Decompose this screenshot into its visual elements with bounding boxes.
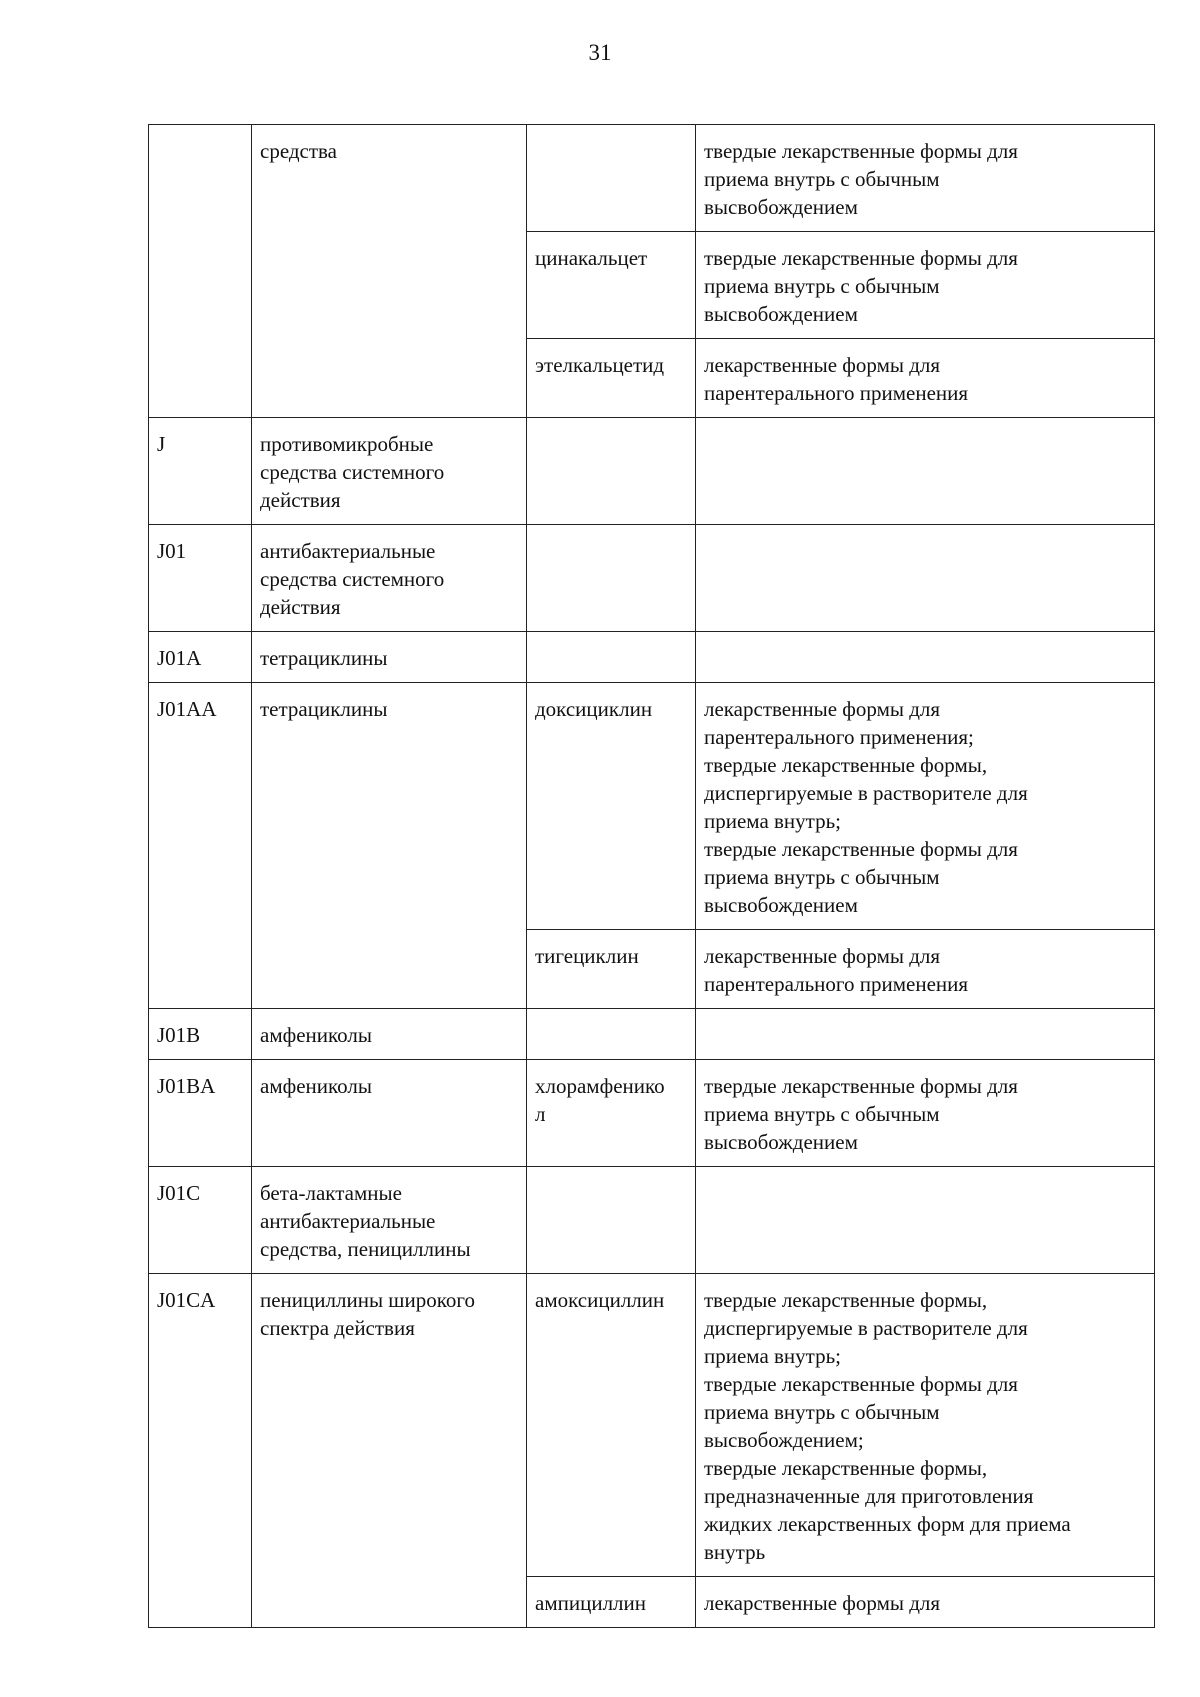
table-row (149, 632, 1155, 683)
table-row (149, 1167, 1155, 1274)
drug-name-cell: этелкальцетид (527, 339, 696, 418)
dosage-form-cell (696, 418, 1155, 525)
drug-name-cell: амоксициллин (527, 1274, 696, 1577)
pharmacological-group-cell: пенициллины широкого спектра действия (252, 1274, 527, 1628)
table-row (149, 683, 1155, 930)
drug-name-cell: ампициллин (527, 1577, 696, 1628)
dosage-form-cell (696, 632, 1155, 683)
pharmacological-group-cell: бета-лактамные антибактериальные средства, пенициллины (252, 1167, 527, 1274)
atc-code-cell: J01A (149, 632, 252, 683)
atc-code-cell: J01BA (149, 1060, 252, 1167)
drug-name-cell (527, 1167, 696, 1274)
dosage-form-cell (696, 525, 1155, 632)
drug-name-cell: хлорамфенико л (527, 1060, 696, 1167)
table-row (149, 418, 1155, 525)
dosage-form-cell: твердые лекарственные формы, диспергируемые в растворителе для приема внутрь; твердые лекарственные формы для приема внутрь с обычным высвобождением; твердые лекарственные формы, предназначенные для приготовления жидких лекарственных форм для приема внутрь (696, 1274, 1155, 1577)
pharmacological-group-cell: противомикробные средства системного действия (252, 418, 527, 525)
pharmacological-group-cell: тетрациклины (252, 632, 527, 683)
dosage-form-cell: лекарственные формы для парентерального применения (696, 339, 1155, 418)
table-row (149, 525, 1155, 632)
atc-code-cell: J01AA (149, 683, 252, 1009)
drug-list-table (148, 124, 1155, 1628)
dosage-form-cell: твердые лекарственные формы для приема внутрь с обычным высвобождением (696, 125, 1155, 232)
table-row (149, 1009, 1155, 1060)
pharmacological-group-cell: тетрациклины (252, 683, 527, 1009)
atc-code-cell (149, 125, 252, 418)
atc-code-cell: J (149, 418, 252, 525)
atc-code-cell: J01CA (149, 1274, 252, 1628)
drug-name-cell: тигециклин (527, 930, 696, 1009)
drug-name-cell (527, 1009, 696, 1060)
drug-name-cell: цинакальцет (527, 232, 696, 339)
dosage-form-cell: лекарственные формы для парентерального применения; твердые лекарственные формы, диспергируемые в растворителе для приема внутрь; твердые лекарственные формы для приема внутрь с обычным высвобождением (696, 683, 1155, 930)
pharmacological-group-cell: средства (252, 125, 527, 418)
dosage-form-cell (696, 1167, 1155, 1274)
dosage-form-cell: лекарственные формы для парентерального применения (696, 930, 1155, 1009)
drug-name-cell (527, 632, 696, 683)
dosage-form-cell (696, 1009, 1155, 1060)
atc-code-cell: J01B (149, 1009, 252, 1060)
dosage-form-cell: лекарственные формы для (696, 1577, 1155, 1628)
pharmacological-group-cell: антибактериальные средства системного действия (252, 525, 527, 632)
dosage-form-cell: твердые лекарственные формы для приема внутрь с обычным высвобождением (696, 232, 1155, 339)
pharmacological-group-cell: амфениколы (252, 1060, 527, 1167)
drug-name-cell (527, 418, 696, 525)
atc-code-cell: J01 (149, 525, 252, 632)
drug-name-cell: доксициклин (527, 683, 696, 930)
table-row (149, 1060, 1155, 1167)
drug-name-cell (527, 125, 696, 232)
dosage-form-cell: твердые лекарственные формы для приема внутрь с обычным высвобождением (696, 1060, 1155, 1167)
table-row (149, 1274, 1155, 1577)
page-number: 31 (588, 40, 612, 65)
atc-code-cell: J01C (149, 1167, 252, 1274)
table-row (149, 125, 1155, 232)
drug-name-cell (527, 525, 696, 632)
pharmacological-group-cell: амфениколы (252, 1009, 527, 1060)
